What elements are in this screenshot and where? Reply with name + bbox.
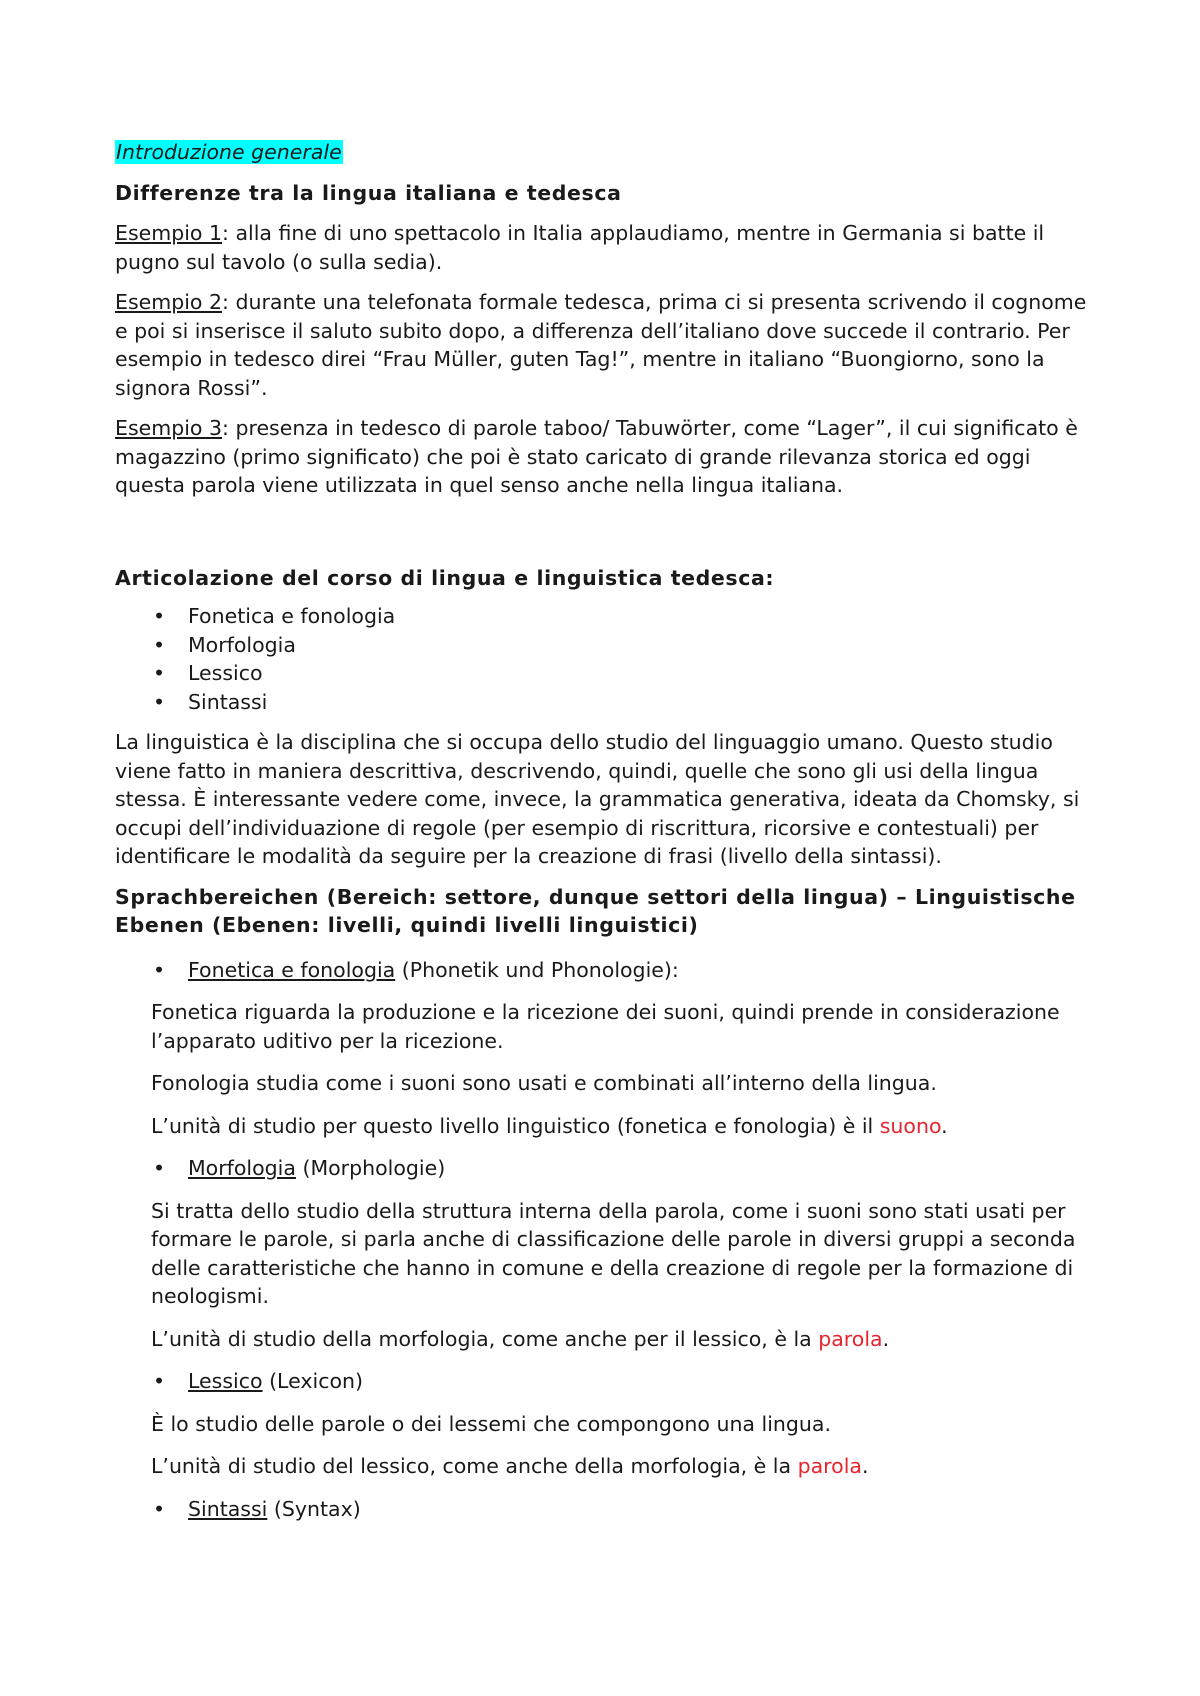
example-paragraph: [115, 288, 1105, 402]
unit-text: L’unità di studio della morfologia, come anche per il lessico, è la: [151, 1326, 819, 1351]
section-label: Fonetica e fonologia: [188, 957, 396, 982]
example-label: Esempio 3: [115, 416, 223, 440]
lessico-unit: [115, 1452, 1105, 1481]
document-page: [115, 138, 1105, 1537]
section-sintassi: [115, 1495, 1105, 1524]
example-paragraph: [115, 414, 1105, 500]
bullet-icon: •: [153, 1369, 166, 1393]
heading-differences: Differenze tra la lingua italiana e tedesca: [115, 180, 622, 205]
section-suffix: (Morphologie): [295, 1156, 446, 1180]
unit-text: L’unità di studio del lessico, come anche della morfologia, è la: [151, 1454, 798, 1478]
list-item: • Morfologia: [115, 631, 1105, 660]
list-item: • Sintassi: [115, 688, 1105, 717]
unit-end: .: [861, 1454, 869, 1478]
example-text: : durante una telefonata formale tedesca, prima ci si presenta scrivendo il cognome e poi si inserisce il saluto subito dopo, a differenza dell’italiano dove succede il contrario. Per esempio in tedesco direi “Frau Müller, guten Tag!”, mentre in italiano “Buongiorno, sono la signora Rossi”.: [115, 290, 1087, 400]
unit-word: parola: [797, 1454, 862, 1478]
linguistics-paragraph: La linguistica è la disciplina che si occupa dello studio del linguaggio umano. Questo studio viene fatto in maniera descrittiva, descrivendo, quindi, quelle che sono gli usi della lingua stessa. È interessante vedere come, invece, la grammatica generativa, ideata da Chomsky, si occupi dell’individuazione di regole (per esempio di riscrittura, ricorsive e contestuali) per identificare le modalità da seguire per la creazione di frasi (livello della sintassi).: [115, 730, 1080, 868]
bullet-icon: •: [153, 1156, 166, 1180]
bullet-icon: •: [153, 1496, 166, 1521]
example-paragraph: [115, 219, 1105, 276]
section-morfologia: [115, 1154, 1105, 1183]
section-lessico: [115, 1367, 1105, 1396]
section-suffix: (Phonetik und Phonologie):: [395, 957, 679, 982]
example-text: : alla fine di uno spettacolo in Italia applaudiamo, mentre in Germania si batte il pugno sul tavolo (o sulla sedia).: [115, 221, 1045, 274]
fonetica-unit: [115, 1112, 1105, 1141]
section-fonetica: [115, 956, 1105, 985]
heading-course-structure: Articolazione del corso di lingua e linguistica tedesca:: [115, 565, 775, 590]
section-suffix: (Lexicon): [262, 1369, 364, 1393]
unit-word: parola: [818, 1326, 883, 1351]
example-label: Esempio 2: [115, 290, 223, 314]
heading-language-levels: Sprachbereichen (Bereich: settore, dunque settori della lingua) – Linguistische Ebenen (Ebenen: livelli, quindi livelli linguistici): [115, 884, 1076, 937]
list-item: • Fonetica e fonologia: [115, 602, 1105, 631]
morfologia-paragraph: Si tratta dello studio della struttura interna della parola, come i suoni sono stati usati per formare le parole, si parla anche di classificazione delle parole in diversi gruppi a seconda delle caratteristiche che hanno in comune e della creazione di regole per la formazione di neologismi.: [151, 1198, 1076, 1308]
document-title: [115, 138, 1105, 167]
bullet-icon: •: [153, 957, 166, 982]
example-text: : presenza in tedesco di parole taboo/ Tabuwörter, come “Lager”, il cui significato è magazzino (primo significato) che poi è stato caricato di grande rilevanza storica ed oggi questa parola viene utilizzata in quel senso anche nella lingua italiana.: [115, 416, 1078, 497]
example-label: Esempio 1: [115, 221, 223, 245]
section-suffix: (Syntax): [267, 1496, 361, 1521]
list-item: • Lessico: [115, 659, 1105, 688]
unit-text: L’unità di studio per questo livello linguistico (fonetica e fonologia) è il: [151, 1113, 880, 1138]
fonetica-paragraph-1: Fonetica riguarda la produzione e la ricezione dei suoni, quindi prende in considerazione l’apparato uditivo per la ricezione.: [151, 1000, 1060, 1053]
section-label: Lessico: [188, 1369, 263, 1393]
fonetica-paragraph-2: Fonologia studia come i suoni sono usati e combinati all’interno della lingua.: [151, 1071, 937, 1095]
unit-end: .: [882, 1326, 890, 1351]
section-label: Morfologia: [188, 1156, 296, 1180]
unit-word: suono: [879, 1113, 942, 1138]
course-items-list: [115, 602, 1105, 716]
lessico-paragraph: È lo studio delle parole o dei lessemi che compongono una lingua.: [151, 1411, 831, 1436]
title-highlight: Introduzione generale: [116, 140, 342, 164]
unit-end: .: [941, 1113, 948, 1138]
section-label: Sintassi: [188, 1496, 268, 1521]
morfologia-unit: [115, 1325, 1105, 1354]
